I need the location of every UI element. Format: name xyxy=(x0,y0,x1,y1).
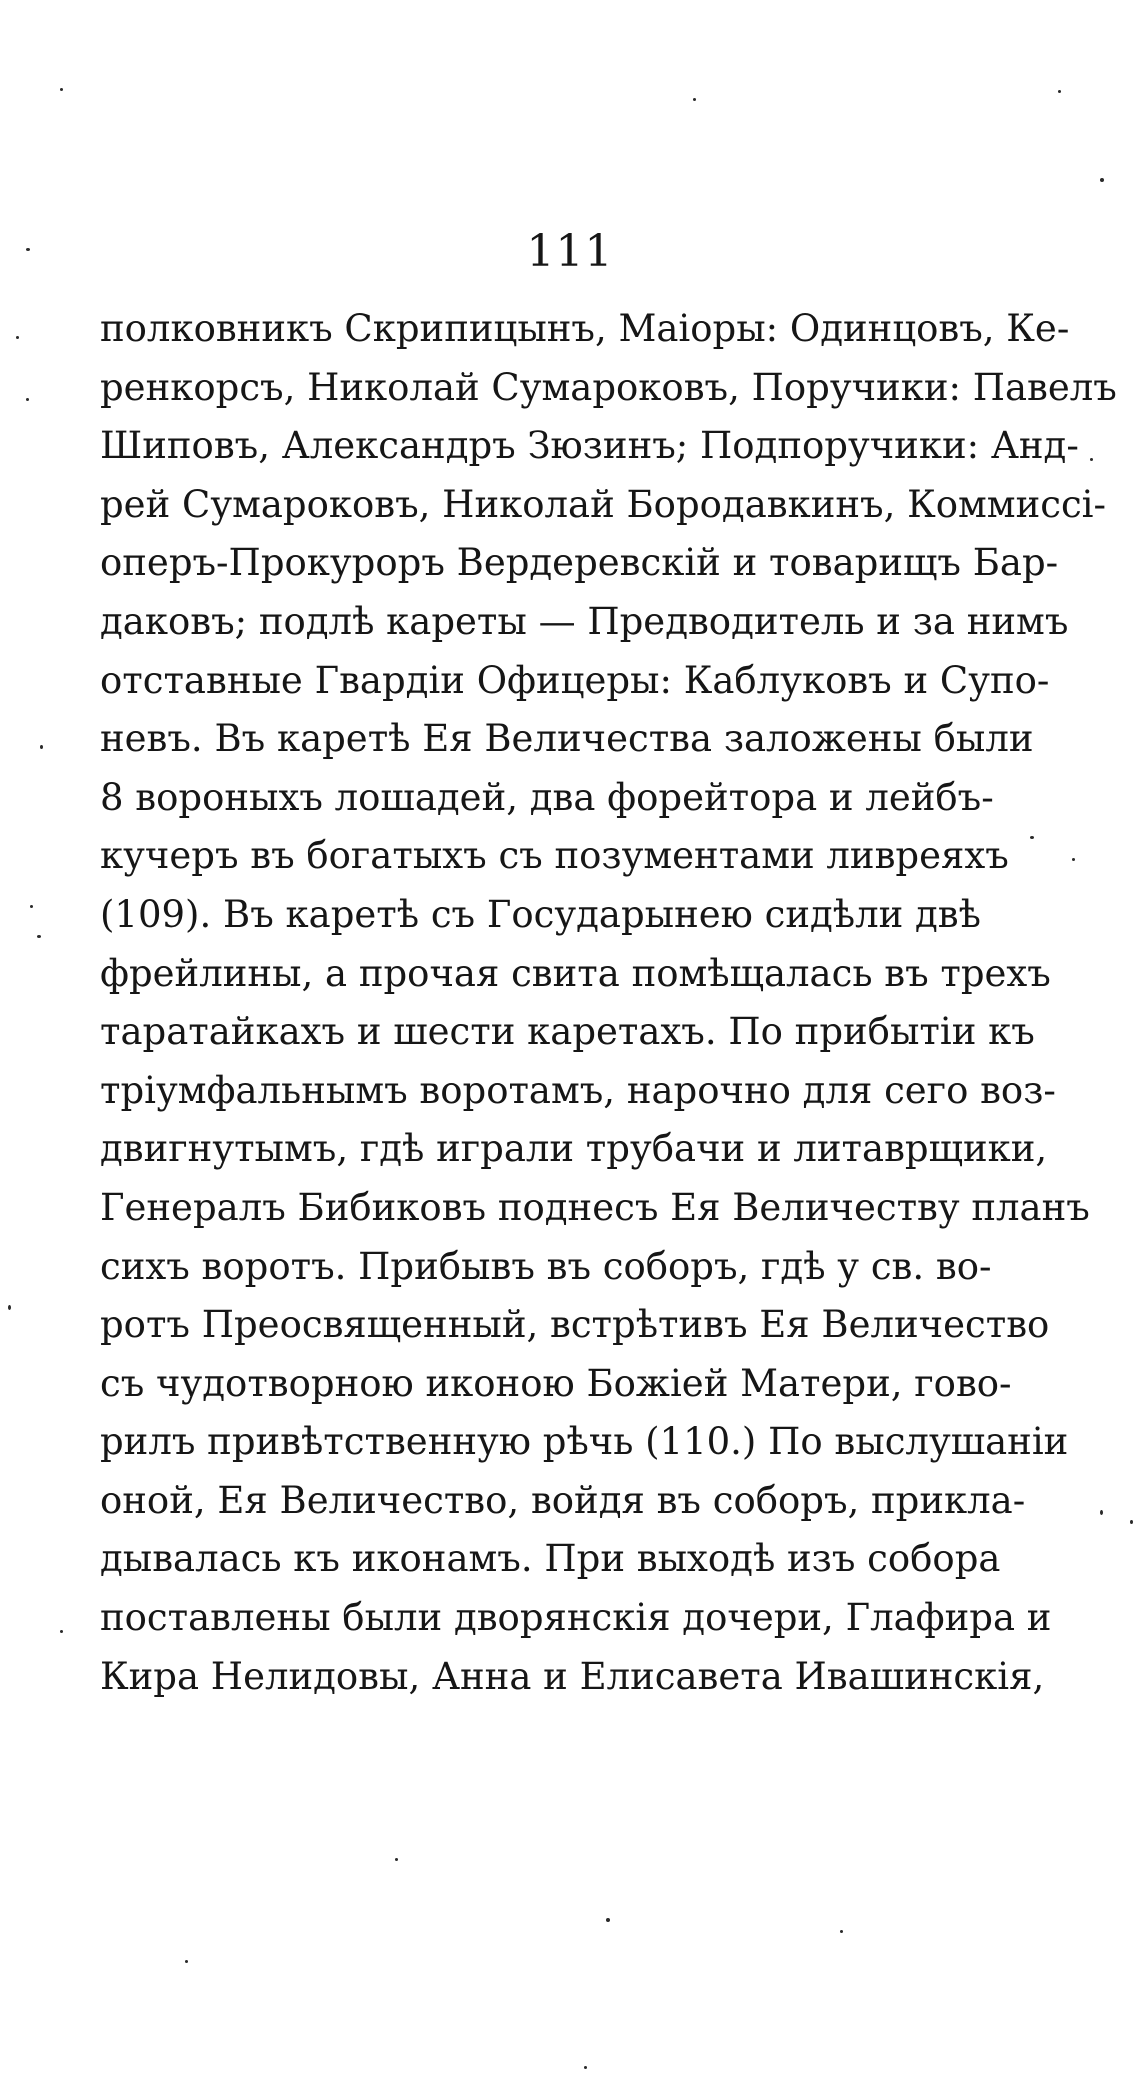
text-line: даковъ; подлѣ кареты — Предводитель и за нимъ xyxy=(100,599,1069,643)
scan-speck xyxy=(30,905,33,908)
text-line: полковникъ Скрипицынъ, Маіоры: Одинцовъ, Ке- xyxy=(100,307,1070,350)
scan-speck xyxy=(584,2066,587,2069)
text-line: невъ. Въ каретѣ Ея Величества заложены были xyxy=(100,717,1034,761)
scan-speck xyxy=(8,1305,11,1310)
scan-speck xyxy=(37,935,41,938)
text-line: (109). Въ каретѣ съ Государынею сидѣли двѣ xyxy=(100,892,981,936)
text-line: рилъ привѣтственную рѣчь (110.) По выслушаніи xyxy=(100,1420,1069,1464)
scan-speck xyxy=(1090,458,1093,461)
text-line: рей Сумароковъ, Николай Бородавкинъ, Коммиссі- xyxy=(100,482,1107,526)
scan-speck xyxy=(606,1918,610,1922)
body-text xyxy=(100,300,1117,1706)
page-number: 111 xyxy=(526,226,614,277)
scan-speck xyxy=(60,88,63,91)
text-line: отставные Гвардіи Офицеры: Каблуковъ и Супо- xyxy=(100,658,1050,702)
scan-speck xyxy=(40,745,43,749)
text-line: съ чудотворною иконою Божіей Матери, гово- xyxy=(100,1361,1012,1405)
scan-speck xyxy=(185,1960,188,1963)
scan-speck xyxy=(26,248,30,251)
text-line: Кира Нелидовы, Анна и Елисавета Ивашинскія, xyxy=(100,1654,1045,1698)
scan-speck xyxy=(26,398,29,401)
scan-speck xyxy=(1030,836,1034,839)
text-line: двигнутымъ, гдѣ играли трубачи и литаврщики, xyxy=(100,1127,1048,1171)
text-line: оперъ-Прокуроръ Вердеревскій и товарищъ Бар- xyxy=(100,541,1059,585)
scan-speck xyxy=(840,1930,843,1933)
scan-speck xyxy=(1100,178,1104,182)
text-line: кучеръ въ богатыхъ съ позументами ливреяхъ xyxy=(100,834,1009,878)
text-line: фрейлины, а прочая свита помѣщалась въ трехъ xyxy=(100,951,1051,995)
text-line: таратайкахъ и шести каретахъ. По прибытіи къ xyxy=(100,1010,1035,1054)
scan-speck xyxy=(60,1630,63,1633)
scan-speck xyxy=(1130,1520,1133,1524)
scan-speck xyxy=(1058,90,1061,93)
text-line: тріумфальнымъ воротамъ, нарочно для сего воз- xyxy=(100,1068,1056,1112)
scan-speck xyxy=(1072,858,1075,861)
text-line: 8 вороныхъ лошадей, два форейтора и лейбъ- xyxy=(100,775,994,819)
scan-speck xyxy=(16,336,19,339)
text-line: ренкорсъ, Николай Сумароковъ, Поручики: Павелъ xyxy=(100,365,1117,409)
text-line: оной, Ея Величество, войдя въ соборъ, прикла- xyxy=(100,1478,1026,1522)
text-line: Генералъ Бибиковъ поднесъ Ея Величеству планъ xyxy=(100,1185,1090,1229)
scan-speck xyxy=(1100,1510,1103,1515)
text-line: сихъ воротъ. Прибывъ въ соборъ, гдѣ у св. во- xyxy=(100,1244,992,1288)
text-line: Шиповъ, Александръ Зюзинъ; Подпоручики: Анд- xyxy=(100,424,1079,468)
scan-speck xyxy=(395,1858,398,1861)
text-line: дывалась къ иконамъ. При выходѣ изъ собора xyxy=(100,1537,1001,1581)
scan-speck xyxy=(693,98,696,101)
text-line: ротъ Преосвященный, встрѣтивъ Ея Величество xyxy=(100,1303,1050,1347)
text-line: поставлены были дворянскія дочери, Глафира и xyxy=(100,1596,1052,1640)
